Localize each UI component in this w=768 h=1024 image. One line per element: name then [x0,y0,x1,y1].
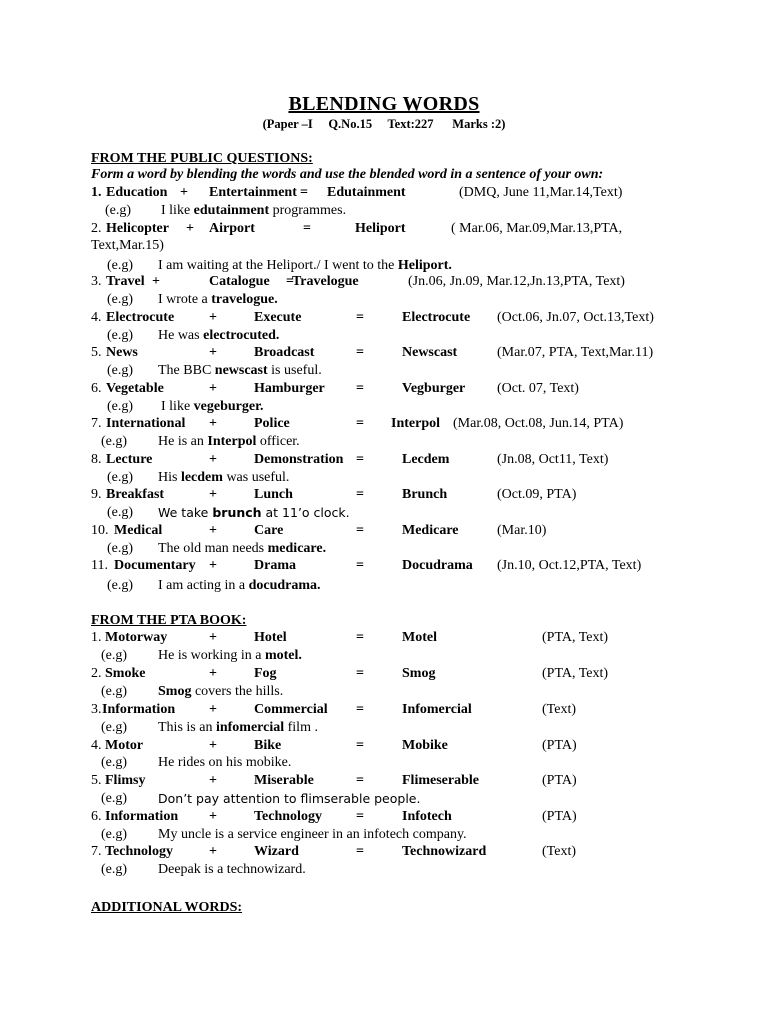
example-sentence [161,399,264,415]
entry-row [0,702,768,720]
sentence-text: He is working in a [158,648,262,663]
entry-row [0,381,768,399]
equals-sign: = [356,381,364,396]
sentence-text: Deepak is a technowizard. [158,862,306,877]
entry-row [0,416,768,434]
equals-sign: = [356,523,364,538]
sentence-blended-word: edutainment [193,203,270,218]
source-reference: (Oct.09, PTA) [497,487,577,502]
sentence-blended-word: Heliport. [397,258,452,273]
entry-word-one: Education [106,185,168,200]
sentence-blended-word: motel. [264,648,302,663]
additional-words-heading: ADDITIONAL WORDS: [91,900,243,915]
blended-word: Electrocute [402,310,471,325]
equals-sign: = [286,274,294,289]
plus-sign: + [209,844,217,859]
source-reference: (Mar.08, Oct.08, Jun.14, PTA) [453,416,624,431]
entry-number: 6. [91,809,102,824]
example-row [0,363,768,381]
example-label: (e.g) [107,258,134,273]
entry-word-two: Miserable [254,773,314,788]
source-reference: (DMQ, June 11,Mar.14,Text) [459,185,623,200]
entry-word-one: Motor [105,738,144,753]
sentence-text: My uncle is a service engineer in an infotech company. [158,827,467,842]
blended-word: Mobike [402,738,448,753]
blended-word: Vegburger [402,381,466,396]
entry-number: 7. [91,844,102,859]
entry-word-two: Police [254,416,290,431]
example-row [0,470,768,488]
example-label: (e.g) [101,434,128,449]
page-title: BLENDING WORDS [288,93,480,115]
example-label: (e.g) [107,470,134,485]
blended-word: Flimeserable [402,773,479,788]
sentence-text-end: programmes. [269,203,347,218]
example-row [0,292,768,310]
blended-word: Infomercial [402,702,472,717]
entry-row [0,487,768,505]
equals-sign: = [356,452,364,467]
plus-sign: + [209,702,217,717]
sentence-text: This is an [158,720,213,735]
plus-sign: + [209,416,217,431]
entry-number: 6. [91,381,102,396]
example-sentence [161,203,346,219]
blended-word: Interpol [391,416,440,431]
entry-word-two: Wizard [254,844,299,859]
blended-word: Smog [402,666,436,681]
example-row [0,578,768,596]
example-row [0,755,768,773]
entry-word-two: Lunch [254,487,293,502]
sentence-text: His [158,470,178,485]
entry-word-two: Hamburger [254,381,325,396]
equals-sign: = [356,844,364,859]
entry-row [0,630,768,648]
blended-word: Docudrama [402,558,473,573]
example-sentence [158,827,467,843]
sentence-text: Don’t pay attention to flimserable people. [158,791,421,806]
plus-sign: + [209,452,217,467]
entry-number: 9. [91,487,102,502]
example-row [0,827,768,845]
entry-word-two: Catalogue [209,274,270,289]
source-reference: (Mar.07, PTA, Text,Mar.11) [497,345,654,360]
entry-word-one: Vegetable [106,381,164,396]
source-reference: (Jn.06, Jn.09, Mar.12,Jn.13,PTA, Text) [408,274,625,289]
example-row [0,720,768,738]
plus-sign: + [180,185,188,200]
sentence-text: I am waiting at the Heliport./ I went to the [158,258,395,273]
example-row [0,791,768,809]
example-row [0,434,768,452]
example-label: (e.g) [107,505,134,520]
entry-word-one: Motorway [105,630,168,645]
entry-word-one: Information [102,702,176,717]
entry-row [0,773,768,791]
sentence-text-end: at 11’o clock. [261,505,350,520]
example-row [0,541,768,559]
equals-sign: = [356,558,364,573]
source-reference: (PTA, Text) [542,630,609,645]
source-reference: (Text) [542,844,577,859]
entry-number: 5. [91,345,102,360]
equals-sign: = [356,809,364,824]
example-label: (e.g) [107,328,134,343]
entry-number: 1. [91,185,102,200]
entry-number: 4. [91,738,102,753]
entry-row [0,221,768,239]
example-sentence [158,541,326,557]
entry-word-two: Bike [254,738,282,753]
sentence-text: He is an [158,434,204,449]
entry-word-one: Smoke [105,666,146,681]
plus-sign: + [152,274,160,289]
entry-number: 10. [91,523,109,538]
sentence-text-end: film . [284,720,318,735]
entry-word-one: Electrocute [106,310,175,325]
entry-word-one: Lecture [106,452,153,467]
sentence-blended-word: Smog [158,684,192,699]
entry-row [0,310,768,328]
entry-number: 7. [91,416,102,431]
plus-sign: + [186,221,194,236]
plus-sign: + [209,345,217,360]
entry-row [0,666,768,684]
entry-word-two: Commercial [254,702,328,717]
entry-row [0,452,768,470]
source-reference: (Jn.10, Oct.12,PTA, Text) [497,558,642,573]
sentence-blended-word: newscast [214,363,268,378]
sentence-blended-word: medicare. [267,541,327,556]
source-reference: (PTA, Text) [542,666,609,681]
entry-word-one: Travel [106,274,145,289]
plus-sign: + [209,558,217,573]
blended-word: Edutainment [327,185,406,200]
entry-number: 8. [91,452,102,467]
sentence-blended-word: vegeburger. [193,399,264,414]
entry-row [0,844,768,862]
sentence-blended-word: lecdem [180,470,223,485]
entry-row [0,185,768,203]
example-label: (e.g) [107,363,134,378]
source-reference: Text,Mar.15) [91,238,164,253]
example-sentence [158,328,279,344]
entry-row-continuation [0,238,768,256]
entry-row [0,345,768,363]
entry-number: 2. [91,666,102,681]
example-sentence [158,292,278,308]
entry-word-one: Helicopter [106,221,169,236]
entry-number: 5. [91,773,102,788]
entry-number: 4. [91,310,102,325]
sentence-blended-word: infomercial [215,720,285,735]
entry-row [0,809,768,827]
entry-row [0,523,768,541]
source-reference: (PTA) [542,773,577,788]
example-sentence [158,578,321,594]
source-reference: (Oct.06, Jn.07, Oct.13,Text) [497,310,654,325]
source-reference: (PTA) [542,738,577,753]
equals-sign: = [300,185,308,200]
entry-word-one: Technology [105,844,173,859]
equals-sign: = [356,630,364,645]
sentence-text: We take [158,505,209,520]
entry-word-one: Information [105,809,179,824]
plus-sign: + [209,310,217,325]
entry-word-two: Drama [254,558,296,573]
sentence-text: He rides on his mobike. [158,755,292,770]
entry-number: 11. [91,558,108,573]
entry-word-one: Breakfast [106,487,165,502]
entry-row [0,274,768,292]
example-label: (e.g) [101,684,128,699]
entry-row [0,558,768,576]
plus-sign: + [209,773,217,788]
sentence-text: I am acting in a [158,578,246,593]
plus-sign: + [209,523,217,538]
entry-row [0,738,768,756]
equals-sign: = [356,773,364,788]
sentence-text-end: officer. [256,434,300,449]
example-label: (e.g) [105,203,132,218]
equals-sign: = [356,702,364,717]
entry-number: 3. [91,702,102,717]
sentence-blended-word: electrocuted. [203,328,280,343]
entry-word-two: Technology [254,809,322,824]
example-sentence [158,755,291,771]
entry-number: 3. [91,274,102,289]
entry-word-two: Hotel [254,630,287,645]
entry-word-one: Documentary [114,558,196,573]
sentence-text-end: is useful. [267,363,322,378]
entry-word-one: News [106,345,138,360]
sentence-blended-word: brunch [212,505,262,520]
source-reference: (PTA) [542,809,577,824]
equals-sign: = [356,666,364,681]
example-label: (e.g) [101,648,128,663]
example-label: (e.g) [101,720,128,735]
plus-sign: + [209,381,217,396]
example-label: (e.g) [101,827,128,842]
entry-word-two: Airport [209,221,255,236]
sentence-text-end: was useful. [222,470,290,485]
example-row [0,648,768,666]
sentence-text: The old man needs [158,541,265,556]
equals-sign: = [356,310,364,325]
example-sentence [158,258,452,274]
example-label: (e.g) [101,862,128,877]
example-sentence [158,720,318,736]
example-sentence [158,434,300,450]
example-sentence [158,648,302,664]
entry-word-two: Care [254,523,284,538]
sentence-blended-word: Interpol [207,434,257,449]
entry-word-two: Fog [254,666,277,681]
blended-word: Brunch [402,487,448,502]
sentence-text: I like [161,399,191,414]
blended-word: Technowizard [402,844,487,859]
source-reference: ( Mar.06, Mar.09,Mar.13,PTA, [451,221,623,236]
entry-word-one: International [106,416,186,431]
example-sentence [158,470,289,486]
example-row [0,399,768,417]
example-label: (e.g) [101,755,128,770]
blended-word: Motel [402,630,437,645]
public-questions-heading: FROM THE PUBLIC QUESTIONS: [91,151,313,166]
blended-word: Heliport [355,221,406,236]
plus-sign: + [209,809,217,824]
sentence-text: I wrote a [158,292,208,307]
example-sentence [158,684,283,700]
entry-number: 1. [91,630,102,645]
page-subtitle: (Paper –I Q.No.15 Text:227 Marks :2) [262,117,506,131]
example-label: (e.g) [107,292,134,307]
example-sentence [158,791,420,806]
example-label: (e.g) [101,791,128,806]
equals-sign: = [356,416,364,431]
blended-word: Infotech [402,809,452,824]
instruction-text: Form a word by blending the words and use the blended word in a sentence of your own: [91,167,604,182]
source-reference: (Text) [542,702,577,717]
example-row [0,862,768,880]
equals-sign: = [356,738,364,753]
source-reference: (Oct. 07, Text) [497,381,579,396]
equals-sign: = [356,487,364,502]
pta-book-heading: FROM THE PTA BOOK: [91,613,247,628]
blended-word: Lecdem [402,452,450,467]
example-sentence [158,862,306,878]
example-label: (e.g) [107,578,134,593]
example-sentence [158,505,350,520]
example-row [0,328,768,346]
blended-word: Travelogue [292,274,359,289]
plus-sign: + [209,630,217,645]
example-row [0,505,768,523]
equals-sign: = [356,345,364,360]
entry-word-two: Broadcast [254,345,315,360]
equals-sign: = [303,221,311,236]
sentence-text: I like [161,203,191,218]
entry-word-two: Execute [254,310,302,325]
entry-word-one: Medical [114,523,163,538]
blended-word: Newscast [402,345,458,360]
example-sentence [158,363,322,379]
sentence-blended-word: travelogue. [211,292,278,307]
plus-sign: + [209,666,217,681]
entry-word-one: Flimsy [105,773,146,788]
sentence-text: He was [158,328,200,343]
source-reference: (Mar.10) [497,523,547,538]
source-reference: (Jn.08, Oct11, Text) [497,452,609,467]
sentence-blended-word: docudrama. [248,578,321,593]
blended-word: Medicare [402,523,459,538]
example-label: (e.g) [107,399,134,414]
entry-word-two: Demonstration [254,452,344,467]
plus-sign: + [209,738,217,753]
example-row [0,203,768,221]
entry-number: 2. [91,221,102,236]
entry-word-two: Entertainment [209,185,297,200]
plus-sign: + [209,487,217,502]
example-label: (e.g) [107,541,134,556]
sentence-text-end: covers the hills. [191,684,284,699]
sentence-text: The BBC [158,363,212,378]
example-row [0,684,768,702]
